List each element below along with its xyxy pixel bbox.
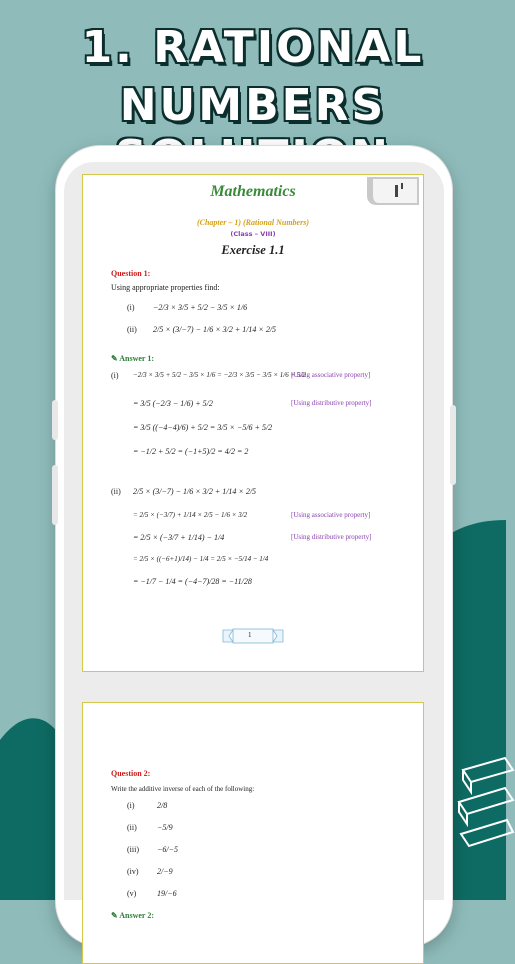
- a-ii-line-2: = 2/5 × (−3/7) + 1/14 × 2/5 − 1/6 × 3/2: [133, 511, 248, 519]
- q1-i-label: (i): [127, 303, 135, 312]
- a-ii-line-3: = 2/5 × (−3/7 + 1/14) − 1/4: [133, 533, 225, 542]
- exercise-heading: Exercise 1.1: [221, 243, 285, 257]
- a-i-line-1: −2/3 × 3/5 + 5/2 − 3/5 × 1/6 = −2/3 × 3/5 − 3/5 × 1/6 + 5/2: [133, 371, 306, 379]
- answer-1-heading: [111, 354, 154, 363]
- a-i-label: (i): [111, 371, 119, 380]
- q2-item-expression: −5/9: [157, 823, 173, 832]
- question-1-text: Using appropriate properties find:: [111, 283, 220, 292]
- phone-volume-up: [52, 400, 58, 440]
- note-associative: [Using associative property]: [291, 371, 371, 379]
- q2-item-label: (i): [127, 801, 135, 810]
- a-i-line-3: = 3/5 ((−4−4)/6) + 5/2 = 3/5 × −5/6 + 5/2: [133, 423, 273, 432]
- a-i-line-2: = 3/5 (−2/3 − 1/6) + 5/2: [133, 399, 213, 408]
- q2-item-label: (v): [127, 889, 137, 898]
- headline-line1: 1. RATIONAL: [81, 22, 425, 73]
- pen-icon: ✎: [111, 354, 120, 363]
- q1-i-expression: −2/3 × 3/5 + 5/2 − 3/5 × 1/6: [153, 303, 248, 312]
- q1-ii-label: (ii): [127, 325, 137, 334]
- answer-2-label: Answer 2:: [119, 911, 155, 920]
- q2-item-label: (ii): [127, 823, 137, 832]
- a-ii-label: (ii): [111, 487, 121, 496]
- answer-2-heading: [111, 911, 154, 920]
- phone-screen[interactable]: [64, 162, 444, 920]
- page-title: Mathematics: [210, 183, 296, 200]
- question-2-heading: Question 2:: [111, 769, 151, 778]
- note-associative-2: [Using associative property]: [291, 511, 371, 519]
- q2-item-label: (iii): [127, 845, 139, 854]
- phone-side-button: [450, 405, 456, 485]
- a-ii-line-4: = 2/5 × ((−6+1)/14) − 1/4 = 2/5 × −5/14 − 1/4: [133, 555, 269, 563]
- pen-icon: ✎: [111, 911, 120, 920]
- q2-item-expression: 2/−9: [157, 867, 173, 876]
- note-distributive-2: [Using distributive property]: [291, 533, 372, 541]
- q2-item-expression: −6/−5: [157, 845, 179, 854]
- q1-ii-expression: 2/5 × (3/−7) − 1/6 × 3/2 + 1/14 × 2/5: [153, 325, 277, 334]
- books-icon: [455, 740, 515, 860]
- a-ii-line-1: 2/5 × (3/−7) − 1/6 × 3/2 + 1/14 × 2/5: [133, 487, 257, 496]
- headline-line2: NUMBERS: [119, 80, 387, 131]
- document-page-1: [82, 174, 424, 672]
- question-1-heading: Question 1:: [111, 269, 151, 278]
- class-label: (Class – VIII): [230, 230, 276, 238]
- chapter-label: (Chapter – 1) (Rational Numbers): [196, 218, 309, 227]
- q2-item-expression: 2/8: [157, 801, 168, 810]
- a-i-line-4: = −1/2 + 5/2 = (−1+5)/2 = 4/2 = 2: [133, 447, 249, 456]
- page-number: 1: [248, 631, 252, 639]
- q2-item-expression: 19/−6: [157, 889, 177, 898]
- phone-volume-down: [52, 465, 58, 525]
- question-2-text: Write the additive inverse of each of the following:: [111, 785, 255, 793]
- page-number-ribbon: [223, 627, 283, 645]
- a-ii-line-5: = −1/7 − 1/4 = (−4−7)/28 = −11/28: [133, 577, 252, 586]
- q2-item-label: (iv): [127, 867, 139, 876]
- note-distributive: [Using distributive property]: [291, 399, 372, 407]
- answer-1-label: Answer 1:: [119, 354, 155, 363]
- document-page-2: [82, 702, 424, 964]
